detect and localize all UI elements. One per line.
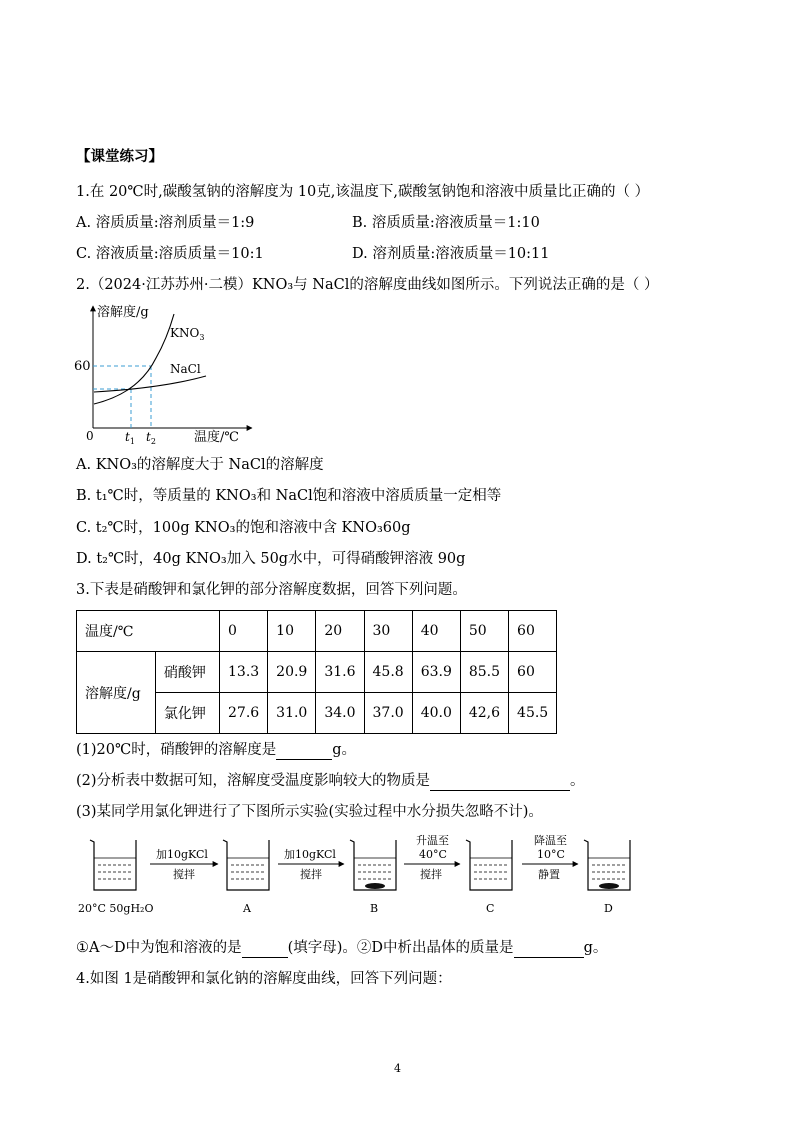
step3-top2: 40°C [419,848,447,861]
table-cell: 27.6 [220,693,268,734]
table-temp-header: 温度/℃ [77,611,220,652]
crystal-solid [365,883,385,889]
q1-option-b: B. 溶质质量:溶液质量＝1:10 [352,215,540,231]
table-cell: 40.0 [412,693,460,734]
table-cell: 45.8 [364,652,412,693]
table-row-label: 硝酸钾 [155,652,219,693]
q2-stem: 2.（2024·江苏苏州·二模）KNO₃与 NaCl的溶解度曲线如图所示。下列说法正确的是（ ） [76,277,659,293]
q1-option-c: C. 溶液质量:溶质质量＝10:1 [76,246,264,262]
table-row [77,652,557,693]
step3-top1: 升温至 [416,834,449,847]
step4-top1: 降温至 [534,834,567,847]
label-d: D [604,902,613,915]
q2-option-b: B. t₁℃时，等质量的 KNO₃和 NaCl饱和溶液中溶质质量一定相等 [76,488,502,504]
table-cell: 20.9 [268,652,316,693]
kno3-label: $KNO_3$ [170,326,205,342]
q3-sub1: (1)20℃时，硝酸钾的溶解度是 g。 [76,742,357,758]
table-cell: 31.0 [268,693,316,734]
graph-t1-label: $t_1$ [125,430,135,446]
answer-blank[interactable] [276,743,332,760]
answer-blank[interactable] [430,774,570,791]
experiment-diagram [76,830,636,920]
label-a: A [243,902,251,915]
step1-bottom: 搅拌 [173,868,195,881]
crystal-solid [599,883,619,889]
label-b: B [370,902,379,915]
q3-sub2: (2)分析表中数据可知，溶解度受温度影响较大的物质是 。 [76,773,585,789]
q1-option-a: A. 溶质质量:溶剂质量＝1:9 [76,215,255,231]
q4-stem: 4.如图 1是硝酸钾和氯化钠的溶解度曲线，回答下列问题： [76,971,452,987]
label-c: C [486,902,495,915]
table-cell: 0 [220,611,268,652]
graph-y-tick: 60 [74,359,91,374]
table-cell: 63.9 [412,652,460,693]
table-cell: 45.5 [509,693,557,734]
step1-top: 加10gKCl [156,848,208,861]
beaker-a [223,840,269,890]
q1-stem: 1.在 20℃时,碳酸氢钠的溶解度为 10克,该温度下,碳酸氢钠饱和溶液中质量比正确的（ ） [76,184,650,200]
step2-top: 加10gKCl [284,848,336,861]
nacl-curve [94,376,206,392]
table-cell: 85.5 [460,652,508,693]
table-cell: 34.0 [316,693,364,734]
table-cell: 31.6 [316,652,364,693]
table-cell: 37.0 [364,693,412,734]
q3-sub4: ①A～D中为饱和溶液的是 (填字母)。②D中析出晶体的质量是 g。 [76,940,608,956]
nacl-label: NaCl [170,362,201,376]
beaker-start [90,840,136,890]
step4-top2: 10°C [537,848,565,861]
section-title: 【课堂练习】 [76,148,163,165]
q2-option-c: C. t₂℃时，100g KNO₃的饱和溶液中含 KNO₃60g [76,520,411,536]
graph-origin: 0 [86,429,94,443]
table-cell: 60 [509,611,557,652]
graph-t2-label: $t_2$ [146,430,156,446]
table-row [77,611,557,652]
table-cell: 10 [268,611,316,652]
page-number: 4 [394,1062,401,1075]
step2-bottom: 搅拌 [300,868,322,881]
table-cell: 20 [316,611,364,652]
beaker-c [466,840,512,890]
table-cell: 40 [412,611,460,652]
kno3-curve [94,314,174,404]
beaker-b [350,840,396,890]
table-row-label: 氯化钾 [155,693,219,734]
q2-option-d: D. t₂℃时，40g KNO₃加入 50g水中，可得硝酸钾溶液 90g [76,551,466,567]
q3-sub3: (3)某同学用氯化钾进行了下图所示实验(实验过程中水分损失忽略不计)。 [76,804,543,820]
graph-xlabel: 温度/℃ [194,430,239,445]
solubility-graph [70,300,260,450]
q2-option-a: A. KNO₃的溶解度大于 NaCl的溶解度 [76,457,324,473]
beaker-d [584,840,630,890]
graph-ylabel: 溶解度/g [97,305,149,320]
answer-blank[interactable] [242,941,288,958]
q3-stem: 3.下表是硝酸钾和氯化钾的部分溶解度数据，回答下列问题。 [76,582,467,598]
answer-blank[interactable] [514,941,584,958]
table-cell: 50 [460,611,508,652]
start-label: 20°C 50gH₂O [78,902,154,915]
solubility-table [76,610,557,734]
table-cell: 30 [364,611,412,652]
q1-option-d: D. 溶剂质量:溶液质量＝10:11 [352,246,550,262]
table-cell: 42,6 [460,693,508,734]
table-cell: 13.3 [220,652,268,693]
step4-bottom: 静置 [538,868,560,881]
table-solubility-header: 溶解度/g [77,652,156,734]
table-cell: 60 [509,652,557,693]
step3-bottom: 搅拌 [420,868,442,881]
